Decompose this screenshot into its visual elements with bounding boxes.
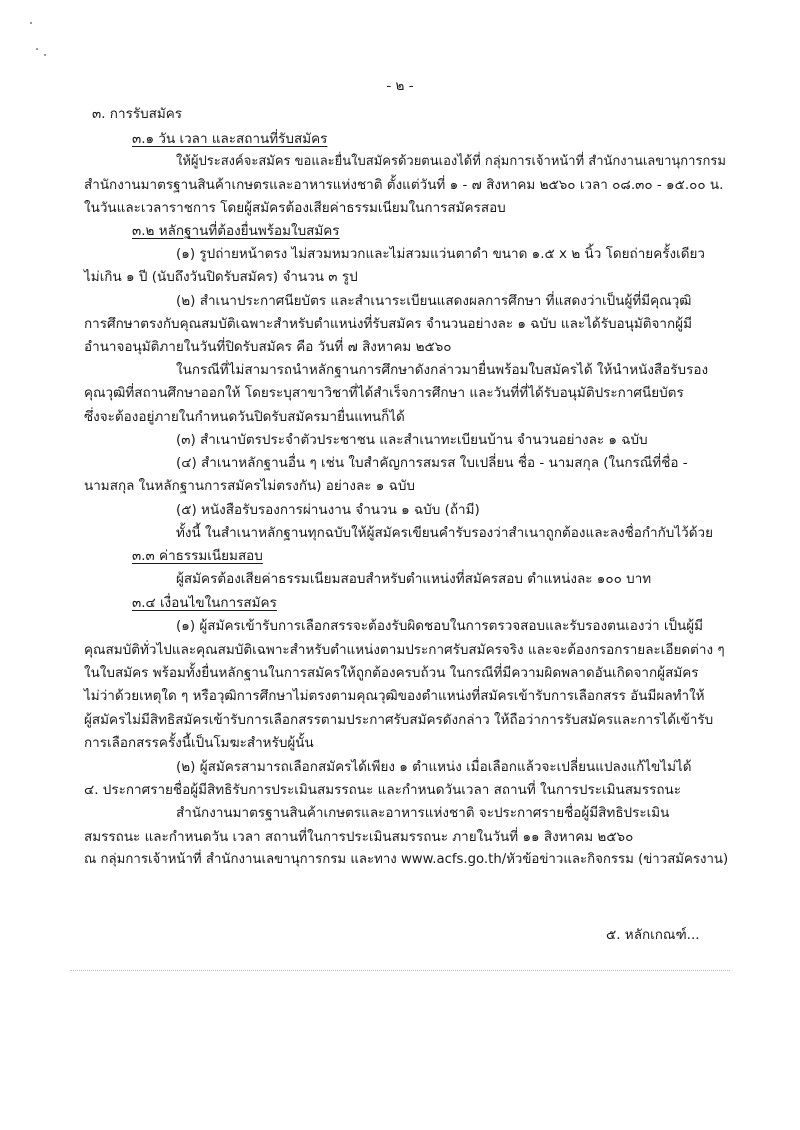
paragraph-line: (๔) สำเนาหลักฐานอื่น ๆ เช่น ใบสำคัญการสมรส ใบเปลี่ยน ชื่อ - นามสกุล (ในกรณีที่ชื่อ - [176,455,688,471]
paragraph-line: (๑) รูปถ่ายหน้าตรง ไม่สวมหมวกและไม่สวมแว่นตาดำ ขนาด ๑.๕ x ๒ นิ้ว โดยถ่ายครั้งเดียว [176,246,705,262]
scan-speck [36,48,38,50]
scan-artifact-line [70,970,730,971]
paragraph-line: สมรรถนะ และกำหนดวัน เวลา สถานที่ในการประเมินสมรรถนะ ภายในวันที่ ๑๑ สิงหาคม ๒๕๖๐ [84,829,634,845]
paragraph-line: ในกรณีที่ไม่สามารถนำหลักฐานการศึกษาดังกล่าวมายื่นพร้อมใบสมัครได้ ให้นำหนังสือรับรอง [176,362,709,378]
paragraph-line: สำนักงานมาตรฐานสินค้าเกษตรและอาหารแห่งชาติ จะประกาศรายชื่อผู้มีสิทธิประเมิน [176,805,670,821]
section-4-heading: ๔. ประกาศรายชื่อผู้มีสิทธิรับการประเมินสมรรถนะ และกำหนดวันเวลา สถานที่ ในการประเมินสมรรถนะ [84,782,681,798]
subsection-3-3-title: ๓.๓ ค่าธรรมเนียมสอบ [132,548,263,564]
paragraph-line: ผู้สมัครไม่มีสิทธิสมัครเข้ารับการเลือกสรรตามประกาศรับสมัครดังกล่าว ให้ถือว่าการรับสมัครและการได้เข้ารับ [84,712,714,728]
paragraph-line: นามสกุล ในหลักฐานการสมัครไม่ตรงกัน) อย่างละ ๑ ฉบับ [84,478,415,494]
paragraph-line: ให้ผู้ประสงค์จะสมัคร ขอและยื่นใบสมัครด้วยตนเองได้ที่ กลุ่มการเจ้าหน้าที่ สำนักงานเลขานุการกรม [176,154,726,169]
paragraph-line: สำนักงานมาตรฐานสินค้าเกษตรและอาหารแห่งชาติ ตั้งแต่วันที่ ๑ - ๗ สิงหาคม ๒๕๖๐ เวลา ๐๘.๓๐ - ๑๕.๐๐ น. [84,177,724,193]
paragraph-line: ไม่เกิน ๑ ปี (นับถึงวันปิดรับสมัคร) จำนวน ๓ รูป [84,269,358,285]
paragraph-line: คุณวุฒิที่สถานศึกษาออกให้ โดยระบุสาขาวิชาที่ได้สำเร็จการศึกษา และวันที่ที่ได้รับอนุมัติประกาศนียบัตร [84,385,684,401]
subsection-3-1-title: ๓.๑ วัน เวลา และสถานที่รับสมัคร [132,131,328,147]
scan-speck [30,22,32,24]
scan-speck [44,54,46,56]
continuation-note: ๕. หลักเกณฑ์... [606,927,700,943]
paragraph-line: การศึกษาตรงกับคุณสมบัติเฉพาะสำหรับตำแหน่งที่รับสมัคร จำนวนอย่างละ ๑ ฉบับ และได้รับอนุมัติจากผู้มี [84,316,692,332]
paragraph-line: (๒) สำเนาประกาศนียบัตร และสำเนาระเบียนแสดงผลการศึกษา ที่แสดงว่าเป็นผู้ที่มีคุณวุฒิ [176,293,692,309]
paragraph-line: การเลือกสรรครั้งนี้เป็นโมฆะสำหรับผู้นั้น [84,735,314,751]
subsection-3-2-title: ๓.๒ หลักฐานที่ต้องยื่นพร้อมใบสมัคร [132,223,340,239]
page-number: - ๒ - [386,78,414,94]
paragraph-line: (๕) หนังสือรับรองการผ่านงาน จำนวน ๑ ฉบับ (ถ้ามี) [176,502,480,518]
paragraph-line: ไม่ว่าด้วยเหตุใด ๆ หรือวุฒิการศึกษาไม่ตรงตามคุณวุฒิของตำแหน่งที่สมัครเข้ารับการเลือกสรร อันมีผลทำให้ [84,688,705,704]
paragraph-line: (๑) ผู้สมัครเข้ารับการเลือกสรรจะต้องรับผิดชอบในการตรวจสอบและรับรองตนเองว่า เป็นผู้มี [176,618,704,634]
paragraph-line: ทั้งนี้ ในสำเนาหลักฐานทุกฉบับให้ผู้สมัครเขียนคำรับรองว่าสำเนาถูกต้องและลงชื่อกำกับไว้ด้วย [176,525,713,541]
paragraph-line: ผู้สมัครต้องเสียค่าธรรมเนียมสอบสำหรับตำแหน่งที่สมัครสอบ ตำแหน่งละ ๑๐๐ บาท [176,571,652,587]
paragraph-line: ในวันและเวลาราชการ โดยผู้สมัครต้องเสียค่าธรรมเนียมในการสมัครสอบ [84,200,506,216]
paragraph-line: ซึ่งจะต้องอยู่ภายในกำหนดวันปิดรับสมัครมายื่นแทนก็ได้ [84,409,405,425]
paragraph-line: (๓) สำเนาบัตรประจำตัวประชาชน และสำเนาทะเบียนบ้าน จำนวนอย่างละ ๑ ฉบับ [176,432,648,448]
paragraph-line: คุณสมบัติทั่วไปและคุณสมบัติเฉพาะสำหรับตำแหน่งตามประกาศรับสมัครจริง และจะต้องกรอกรายละเอียดต่าง ๆ [84,642,725,658]
paragraph-line: อำนาจอนุมัติภายในวันที่ปิดรับสมัคร คือ วันที่ ๗ สิงหาคม ๒๕๖๐ [84,339,452,355]
paragraph-line: ณ กลุ่มการเจ้าหน้าที่ สำนักงานเลขานุการกรม และทาง www.acfs.go.th/หัวข้อข่าวและกิจกรรม (ข่าวสมัครงาน) [84,852,729,867]
subsection-3-4-title: ๓.๔ เงื่อนไขในการสมัคร [132,595,277,611]
paragraph-line: (๒) ผู้สมัครสามารถเลือกสมัครได้เพียง ๑ ตำแหน่ง เมื่อเลือกแล้วจะเปลี่ยนแปลงแก้ไขไม่ได้ [176,759,692,775]
section-3-heading: ๓. การรับสมัคร [92,106,183,122]
paragraph-line: ในใบสมัคร พร้อมทั้งยื่นหลักฐานในการสมัครให้ถูกต้องครบถ้วน ในกรณีที่มีความผิดพลาดอันเกิดจากผู้สมัคร [84,665,699,681]
